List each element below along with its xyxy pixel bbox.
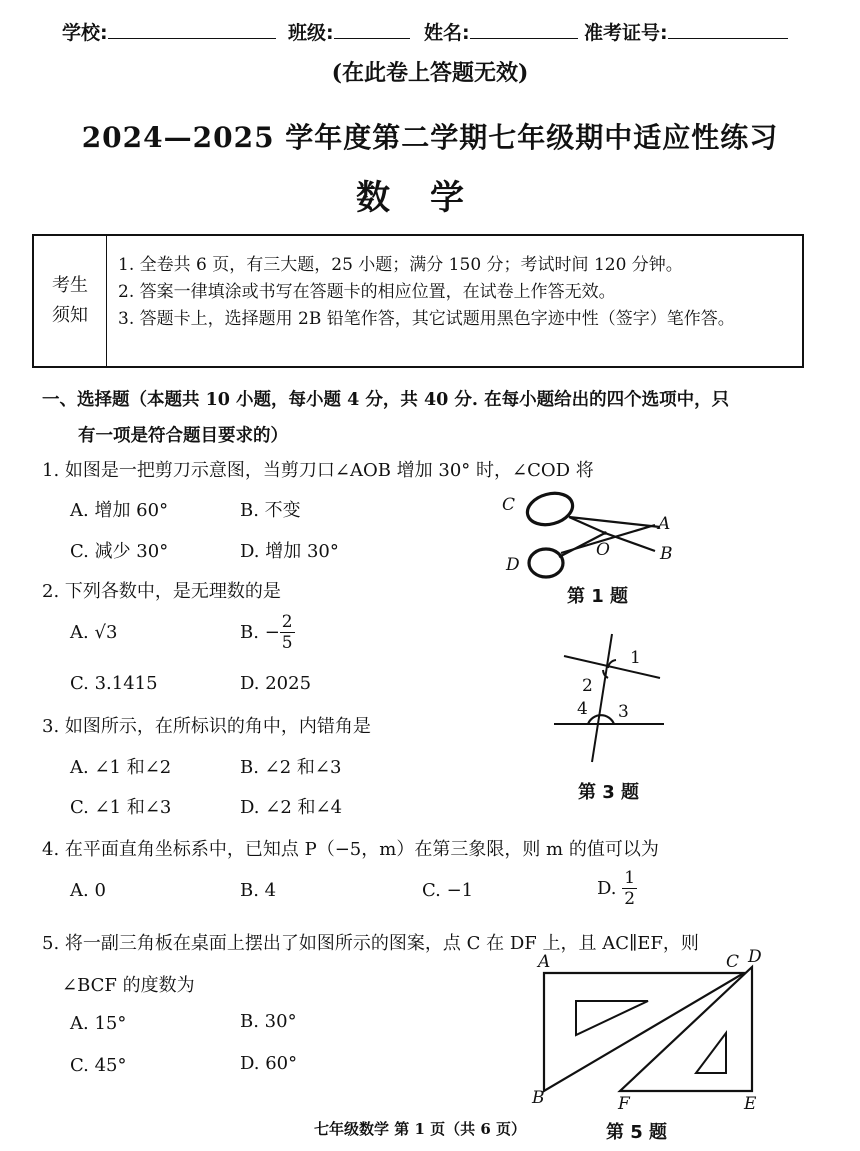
question-3-stem: 3. 如图所示，在所标识的角中，内错角是 [42, 716, 371, 737]
scissors-label-d: D [506, 555, 520, 575]
q1-option-c: C. 减少 30° [70, 541, 169, 562]
name-blank [470, 22, 578, 39]
angles-figure [548, 628, 678, 768]
q1-option-b: B. 不变 [240, 500, 301, 521]
scissors-label-a: A [658, 514, 671, 534]
name-label: 姓名: [424, 22, 470, 44]
exam-title: 2024—2025 学年度第二学期七年级期中适应性练习 [81, 121, 779, 154]
class-label: 班级: [288, 22, 334, 44]
q4-option-b: B. 4 [240, 880, 277, 901]
set-squares-figure [520, 955, 780, 1105]
q5-option-c: C. 45° [70, 1055, 127, 1076]
question-5-stem: 5. 将一副三角板在桌面上摆出了如图所示的图案，点 C 在 DF 上，且 AC∥EF，则 [42, 933, 699, 954]
scissors-figure [495, 485, 695, 585]
question-1-stem: 1. 如图是一把剪刀示意图，当剪刀口∠AOB 增加 30° 时，∠COD 将 [42, 460, 594, 481]
q1-option-a: A. 增加 60° [70, 500, 169, 521]
angle-label-3: 3 [618, 702, 629, 722]
set-square-label-a: A [538, 952, 551, 972]
set-square-label-e: E [744, 1094, 757, 1114]
angle-label-2: 2 [582, 676, 593, 696]
instruction-item: 1. 全卷共 6 页，有三大题，25 小题；满分 150 分；考试时间 120 分钟。 [118, 255, 683, 275]
q3-option-c: C. ∠1 和∠3 [70, 797, 172, 818]
q4-option-d: D. $\frac{1}{2}$ [597, 868, 636, 909]
exam-id-label: 准考证号: [584, 22, 668, 44]
instructions-list [118, 252, 794, 333]
question-5-stem-cont: ∠BCF 的度数为 [62, 975, 195, 996]
invalid-notice: (在此卷上答题无效) [331, 60, 529, 86]
fraction-one-half: $\frac{1}{2}$ [624, 868, 636, 909]
instruction-item: 2. 答案一律填涂或书写在答题卡的相应位置，在试卷上作答无效。 [118, 282, 616, 302]
set-square-label-b: B [532, 1088, 545, 1108]
name-field [424, 18, 578, 45]
school-field [62, 18, 276, 45]
q3-option-b: B. ∠2 和∠3 [240, 757, 342, 778]
exam-id-blank [668, 22, 788, 39]
set-square-label-f: F [618, 1094, 630, 1114]
fraction-two-fifths: $\frac{2}{5}$ [281, 612, 293, 653]
figure-5-caption: 第 5 题 [606, 1122, 668, 1143]
scissors-label-b: B [660, 544, 673, 564]
q2-option-a: A. √3 [70, 622, 118, 643]
q3-option-a: A. ∠1 和∠2 [70, 757, 172, 778]
scissors-label-c: C [502, 495, 516, 515]
figure-3-caption: 第 3 题 [578, 782, 640, 803]
q4-option-c: C. −1 [422, 880, 474, 901]
question-2-stem: 2. 下列各数中，是无理数的是 [42, 581, 281, 602]
instructions-box [32, 234, 804, 368]
q2-option-c: C. 3.1415 [70, 673, 158, 694]
q4-option-a: A. 0 [70, 880, 106, 901]
class-field [288, 18, 410, 45]
set-square-label-c: C [726, 952, 740, 972]
q2-option-d: D. 2025 [240, 673, 312, 694]
figure-1-caption: 第 1 题 [567, 586, 629, 607]
angle-label-1: 1 [630, 648, 641, 668]
q5-option-d: D. 60° [240, 1053, 298, 1074]
instructions-label: 考生须知 [34, 236, 107, 366]
q5-option-a: A. 15° [70, 1013, 127, 1034]
q5-option-b: B. 30° [240, 1011, 297, 1032]
angle-label-4: 4 [577, 699, 588, 719]
subject-title: 数学 [356, 178, 504, 218]
class-blank [334, 22, 410, 39]
school-blank [108, 22, 276, 39]
section-heading-cont: 有一项是符合题目要求的） [78, 426, 288, 446]
set-square-label-d: D [748, 947, 762, 967]
q2-option-b: B. − $\frac{2}{5}$ [240, 612, 293, 653]
scissors-label-o: O [596, 540, 610, 560]
page-footer: 七年级数学 第 1 页（共 6 页） [314, 1120, 526, 1138]
question-4-stem: 4. 在平面直角坐标系中，已知点 P（−5，m）在第三象限，则 m 的值可以为 [42, 839, 659, 860]
section-heading: 一、选择题（本题共 10 小题，每小题 4 分，共 40 分. 在每小题给出的四个选项中，只 [42, 390, 730, 410]
q3-option-d: D. ∠2 和∠4 [240, 797, 343, 818]
instruction-item: 3. 答题卡上，选择题用 2B 铅笔作答，其它试题用黑色字迹中性（签字）笔作答。 [118, 309, 735, 329]
q1-option-d: D. 增加 30° [240, 541, 339, 562]
sqrt-three: √3 [94, 622, 118, 643]
school-label: 学校: [62, 22, 108, 44]
exam-id-field [584, 18, 788, 45]
